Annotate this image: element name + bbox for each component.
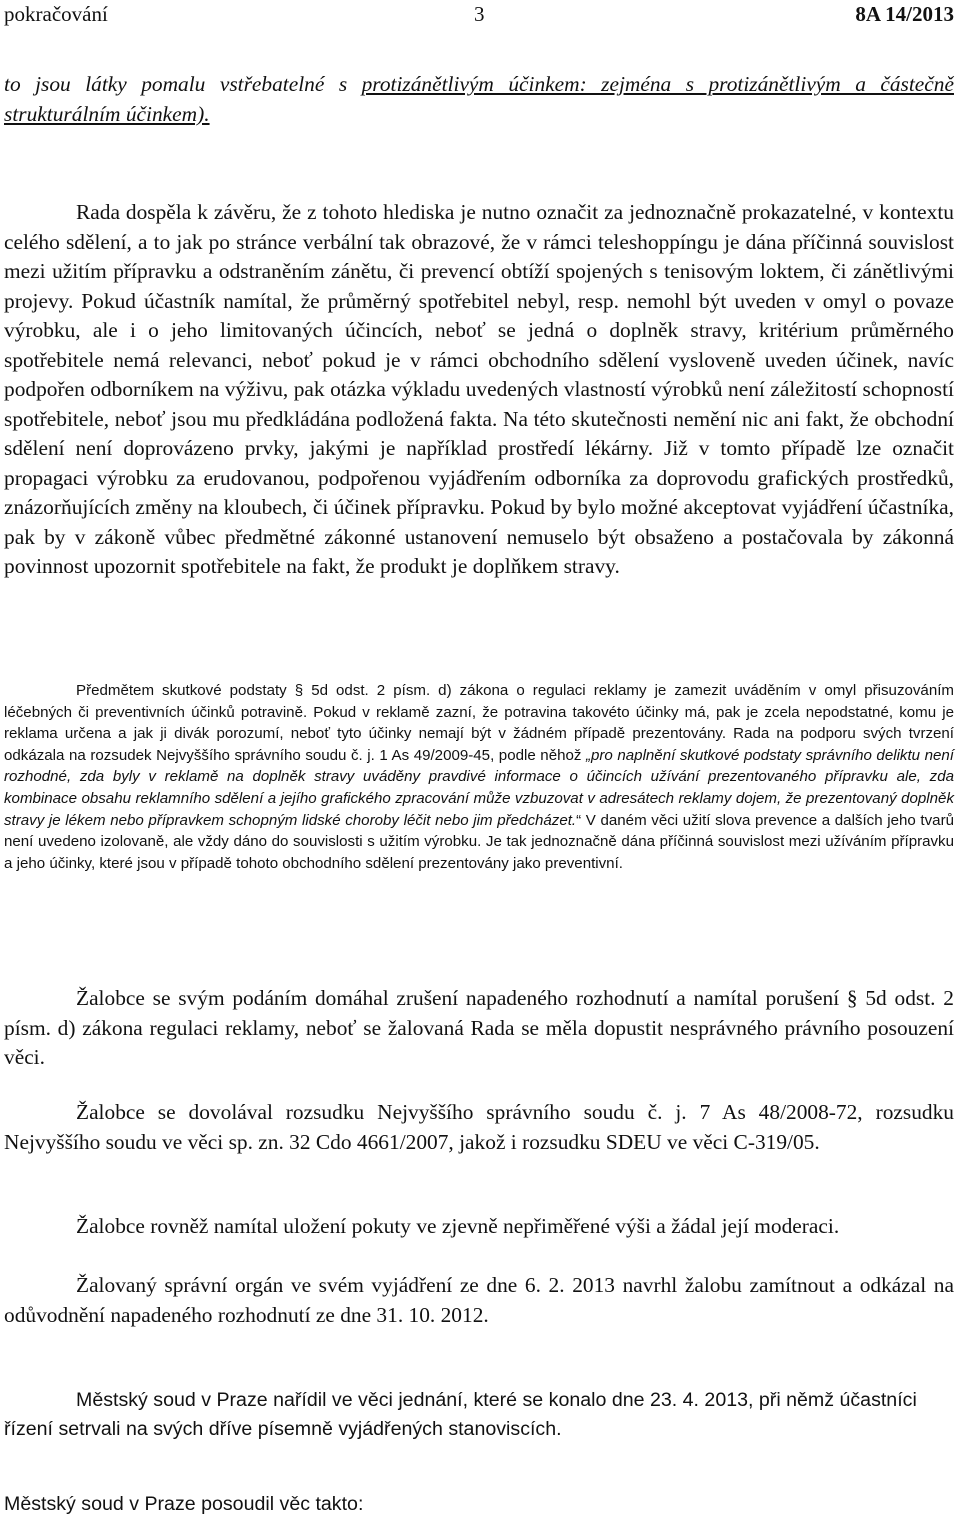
page-number: 3 [474, 2, 485, 26]
plaintiff-citations-paragraph: Žalobce se dovolával rozsudku Nejvyššího správního soudu č. j. 7 As 48/2008-72, rozsudku Nejvyššího soudu ve věci sp. zn. 32 Cdo 4661/2007, jakož i rozsudku SDEU ve věci C-319/05. [4, 1100, 954, 1154]
legal-note-paragraph [4, 680, 954, 874]
plaintiff-claim-paragraph: Žalobce se svým podáním domáhal zrušení napadeného rozhodnutí a namítal porušení § 5d odst. 2 písm. d) zákona regulaci reklamy, neboť se žalovaná Rada se měla dopustit nesprávného právního posouzení věci. [4, 986, 954, 1069]
plaintiff-fine-paragraph: Žalobce rovněž namítal uložení pokuty ve zjevně nepřiměřené výši a žádal její moderaci. [76, 1214, 840, 1238]
council-conclusion-paragraph: Rada dospěla k závěru, že z tohoto hlediska je nutno označit za jednoznačně prokazatelné, v kontextu celého sdělení, a to jak po stránce verbální tak obrazové, že v rámci teleshoppíngu je dána příčinná souvislost mezi užitím přípravku a odstraněním zánětu, či prevencí obtíží spojených s tenisovým loktem, či zánětlivými projevy. Pokud účastník namítal, že průměrný spotřebitel nebyl, resp. nemohl být uveden v omyl o povaze výrobku, ale i o jeho limitovaných účincích, neboť se jedná o doplněk stravy, kritérium průměrného spotřebitele nemá relevanci, neboť pokud je v rámci obchodního sdělení vysloveně uveden účinek, navíc podpořen odborníkem na výživu, pak otázka výkladu uvedených vlastností výrobků není záležitostí schopností spotřebitele, neboť jsou mu předkládána podložená fakta. Na této skutečnosti nemění nic ani fakt, že obchodní sdělení není doprovázeno prvky, jakými je například prostředí lékárny. Již v tomto případě lze označit propagaci výrobku za erudovanou, podpořenou vyjádřením odborníka za doprovodu grafických prostředků, znázorňujících změny na kloubech, či účinek přípravku. Pokud by bylo možné akceptovat vyjádření účastníka, pak by v zákoně vůbec předmětné zákonné ustanovení nemuselo být obsaženo a postačovala by zákonná povinnost upozornit spotřebitele na fakt, že produkt je doplňkem stravy. [4, 200, 954, 578]
defendant-statement-paragraph: Žalovaný správní orgán ve svém vyjádření ze dne 6. 2. 2013 navrhl žalobu zamítnout a odkázal na odůvodnění napadeného rozhodnutí ze dne 31. 10. 2012. [4, 1273, 954, 1327]
court-hearing-paragraph: Městský soud v Praze nařídil ve věci jednání, které se konalo dne 23. 4. 2013, při němž účastníci řízení setrvali na svých dříve písemně vyjádřených stanoviscích. [4, 1389, 917, 1440]
court-ruling-heading: Městský soud v Praze posoudil věc takto: [4, 1493, 364, 1515]
legal-note-conclusion: “ V daném věci užití slova prevence a dalších jeho tvarů není uvedeno izolovaně, ale vždy dáno do souvislosti s užitím výrobku. Je tak jednoznačně dána příčinná souvislost mezi užíváním přípravku a jeho účinky, které jsou v případě tohoto obchodního sdělení prezentovány jako preventivní. [4, 811, 954, 872]
page-header [4, 2, 954, 30]
intro-text: to jsou látky pomalu vstřebatelné s [4, 72, 362, 96]
court-quote: „pro naplnění skutkové podstaty správního deliktu není rozhodné, zda byly v reklamě na doplněk stravy uváděny pravdivé informace o účincích užívání prezentovaného přípravku ale, zda kombinace obsahu reklamního sdělení a jejího grafického zpracování může vzbuzovat v adresátech reklamy dojem, že prezentovaný doplněk stravy je lékem nebo přípravkem schopným lidské choroby léčit nebo jim předcházet. [4, 746, 954, 829]
header-continuation-label: pokračování [4, 2, 108, 26]
intro-paragraph [4, 70, 954, 129]
case-number: 8A 14/2013 [855, 2, 954, 26]
intro-underlined-text: protizánětlivým účinkem: zejména s protizánětlivým a částečně strukturálním účinkem). [4, 72, 954, 126]
legal-note-text: Předmětem skutkové podstaty § 5d odst. 2 písm. d) zákona o regulaci reklamy je zamezit uváděním v omyl přisuzováním léčebných či preventivních účinků potravině. Pokud v reklamě zazní, že potravina takovéto účinky má, pak je zcela nepodstatné, komu je reklama určena a jak ji divák porozumí, neboť tyto účinky nemají být v žádném případě prezentovány. Rada na podporu svých tvrzení odkázala na rozsudek Nejvyššího správního soudu č. j. 1 As 49/2009-45, podle něhož [4, 682, 954, 764]
